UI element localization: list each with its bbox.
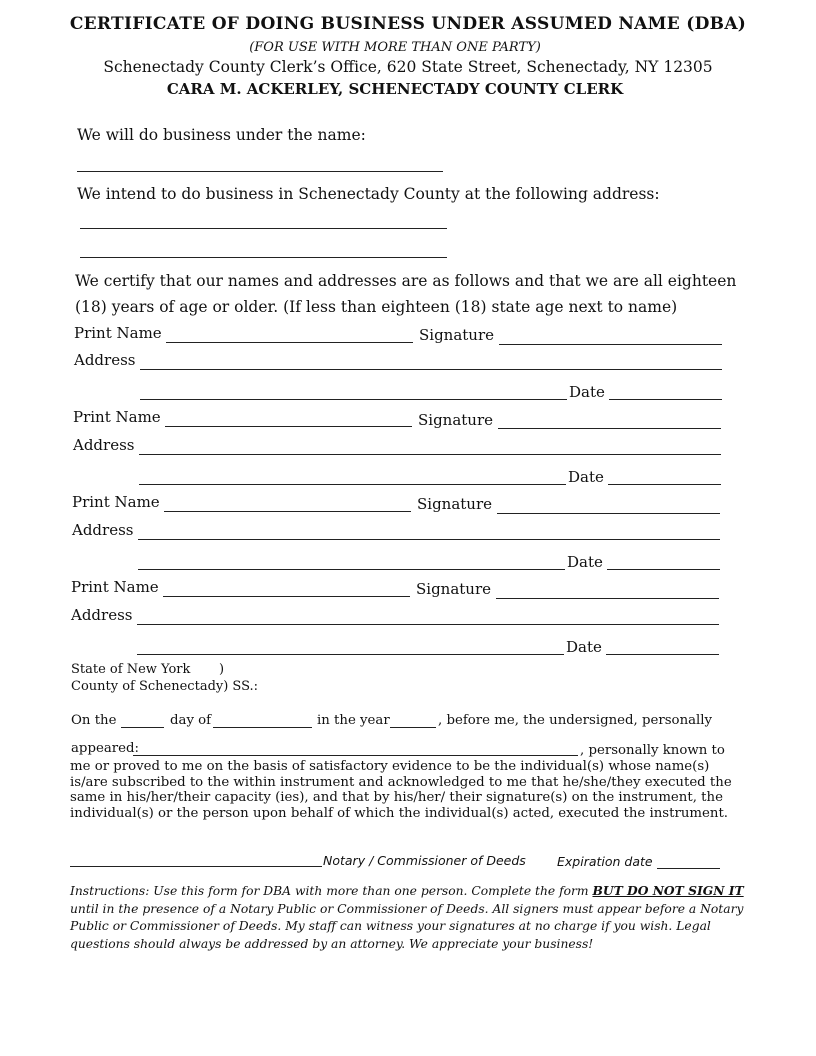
- print-name-label: Print Name: [71, 578, 159, 596]
- ack-month-field[interactable]: [213, 727, 312, 728]
- address-field-3a[interactable]: [138, 539, 720, 540]
- print-name-field-3[interactable]: [164, 511, 411, 512]
- ack-appeared-field[interactable]: [133, 755, 578, 756]
- instructions-emphasis: BUT DO NOT SIGN IT: [592, 883, 744, 898]
- county-clerk-name: CARA M. ACKERLEY, SCHENECTADY COUNTY CLERK: [166, 80, 624, 98]
- address-label: Address: [74, 351, 136, 369]
- date-field-4[interactable]: [606, 654, 719, 655]
- signature-label: Signature: [416, 580, 492, 598]
- print-name-label: Print Name: [74, 324, 162, 342]
- business-address-field-1[interactable]: [80, 228, 447, 229]
- instructions-part-2: until in the presence of a Notary Public or Commissioner of Deeds. All signers must appear before a Notary Public or Commissioner of Deeds. My staff can witness your signatures at no charge if you wish. Legal questions should always be addressed by an attorney. We appreciate your business!: [70, 901, 744, 951]
- signature-label: Signature: [418, 411, 494, 429]
- ack-before-me: , before me, the undersigned, personally: [438, 713, 713, 728]
- print-name-field-1[interactable]: [166, 342, 413, 343]
- business-address-field-2[interactable]: [80, 257, 447, 258]
- ack-body-text: me or proved to me on the basis of satisfactory evidence to be the individual(s) whose name(s) is/are subscribed to the within instrument and acknowledged to me that he/she/they executed the same in his/her/their capacity (ies), and that by his/her/ their signature(s) on the instrument, the individual(s) or the person upon behalf of which the individual(s) acted, executed the instrument.: [70, 759, 732, 821]
- expiration-date-label: Expiration date: [557, 854, 653, 869]
- address-field-4a[interactable]: [137, 624, 719, 625]
- ack-on-the: On the: [71, 713, 117, 728]
- print-name-field-2[interactable]: [165, 426, 412, 427]
- ack-day-of: day of: [170, 713, 212, 728]
- date-label: Date: [567, 553, 603, 571]
- signature-field-2[interactable]: [498, 428, 721, 429]
- signature-field-4[interactable]: [496, 598, 719, 599]
- address-field-4b[interactable]: [137, 654, 564, 655]
- expiration-date-field[interactable]: [657, 868, 720, 869]
- ack-personally-known: , personally known to: [580, 743, 725, 758]
- date-field-3[interactable]: [607, 569, 720, 570]
- signature-field-3[interactable]: [497, 513, 720, 514]
- date-label: Date: [569, 383, 605, 401]
- instructions-part-1: Instructions: Use this form for DBA with more than one person. Complete the form: [70, 884, 593, 898]
- ack-day-field[interactable]: [121, 727, 164, 728]
- address-field-3b[interactable]: [138, 569, 565, 570]
- address-field-1a[interactable]: [140, 369, 722, 370]
- print-name-label: Print Name: [73, 408, 161, 426]
- signature-field-1[interactable]: [499, 344, 722, 345]
- address-label: Address: [73, 436, 135, 454]
- certify-line-2: (18) years of age or older. (If less than eighteen (18) state age next to name): [75, 298, 678, 316]
- address-label: Address: [71, 606, 133, 624]
- date-field-2[interactable]: [608, 484, 721, 485]
- form-subtitle: (FOR USE WITH MORE THAN ONE PARTY): [249, 40, 541, 55]
- instructions-text: [70, 882, 750, 953]
- address-field-2a[interactable]: [139, 454, 721, 455]
- venue-county: County of Schenectady) SS.:: [71, 679, 259, 694]
- print-name-field-4[interactable]: [163, 596, 410, 597]
- address-field-2b[interactable]: [139, 484, 566, 485]
- venue-paren: ): [219, 662, 225, 677]
- address-label: Address: [72, 521, 134, 539]
- address-field-1b[interactable]: [140, 399, 567, 400]
- clerk-office-address: Schenectady County Clerk’s Office, 620 State Street, Schenectady, NY 12305: [103, 58, 713, 76]
- date-label: Date: [568, 468, 604, 486]
- ack-year-field[interactable]: [390, 727, 436, 728]
- business-name-field[interactable]: [77, 171, 443, 172]
- ack-appeared: appeared:: [71, 741, 139, 756]
- date-label: Date: [566, 638, 602, 656]
- form-title: CERTIFICATE OF DOING BUSINESS UNDER ASSUMED NAME (DBA): [69, 14, 747, 34]
- business-name-label: We will do business under the name:: [77, 126, 366, 144]
- ack-in-the-year: in the year: [317, 713, 390, 728]
- signature-label: Signature: [419, 326, 495, 344]
- business-address-label: We intend to do business in Schenectady County at the following address:: [77, 185, 660, 203]
- print-name-label: Print Name: [72, 493, 160, 511]
- signature-label: Signature: [417, 495, 493, 513]
- venue-state: State of New York: [71, 662, 191, 677]
- notary-signature-field[interactable]: [70, 866, 322, 867]
- date-field-1[interactable]: [609, 399, 722, 400]
- certify-line-1: We certify that our names and addresses are as follows and that we are all eighteen: [75, 272, 737, 290]
- notary-commissioner-label: Notary / Commissioner of Deeds: [323, 853, 526, 868]
